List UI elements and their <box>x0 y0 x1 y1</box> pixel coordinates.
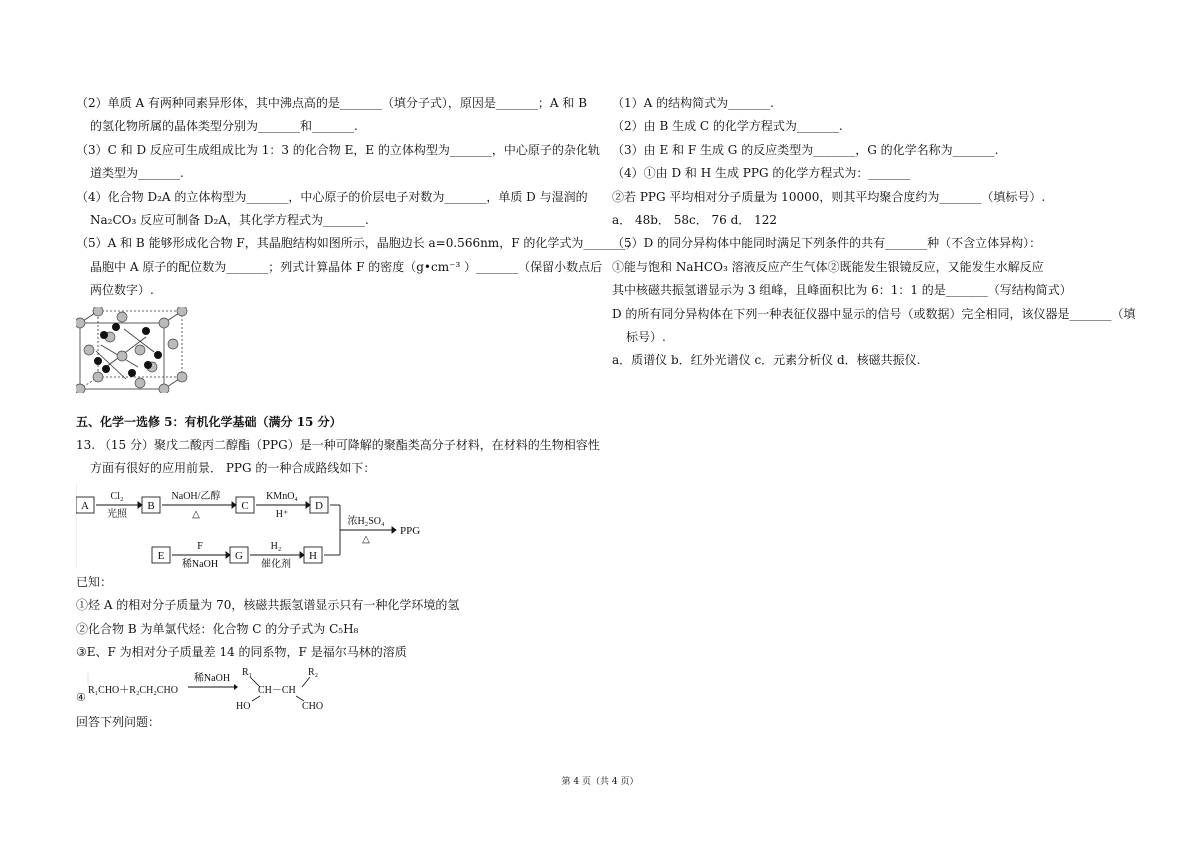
known-1: ①烃 A 的相对分子质量为 70，核磁共振氢谱显示只有一种化学环境的氢 <box>76 598 460 613</box>
section-title: 五、化学一选修 5：有机化学基础（满分 15 分） <box>76 414 342 429</box>
page-footer: 第 4 页（共 4 页） <box>561 777 639 787</box>
known-4-ho: HO <box>236 700 251 711</box>
q4-line-2: Na₂CO₃ 反应可制备 D₂A，其化学方程式为_______. <box>90 213 369 228</box>
r-q4-options: a． 48b． 58c． 76 d． 122 <box>612 213 778 228</box>
q5-line-2: 晶胞中 A 原子的配位数为_______；列式计算晶体 F 的密度（g•cm⁻³ ）_______（保留小数点后 <box>90 259 603 274</box>
gh-top: H₂ <box>270 540 282 552</box>
node-g: G <box>235 549 243 562</box>
known-4-cond: 稀NaOH <box>193 672 231 684</box>
node-e: E <box>157 549 165 562</box>
known-2: ②化合物 B 为单氯代烃：化合物 C 的分子式为 C₅H₈ <box>76 621 359 636</box>
q3-line-2: 道类型为_______. <box>90 166 184 181</box>
r-q4-2: ②若 PPG 平均相对分子质量为 10000，则其平均聚合度约为_______（填标号）. <box>612 189 1046 204</box>
synthesis-scheme <box>76 481 496 571</box>
q3-line-1: （3）C 和 D 反应可生成组成比为 1：3 的化合物 E，E 的立体构型为_______，中心原子的杂化轨 <box>76 142 600 157</box>
node-h: H <box>309 549 317 562</box>
known-4-num: ④ <box>76 691 86 704</box>
cd-bot: H⁺ <box>275 508 289 520</box>
dh-bot: △ <box>362 533 370 545</box>
right-column <box>612 92 1136 373</box>
ab-bot: 光照 <box>107 508 127 520</box>
node-c: C <box>241 499 249 512</box>
r-q5-3: 其中核磁共振氢谱显示为 3 组峰，且峰面积比为 6：1：1 的是_______（写结构简式） <box>612 283 1072 298</box>
crystal-cell-figure <box>76 307 188 393</box>
node-a: A <box>81 499 89 512</box>
dh-top: 浓H₂SO₄ <box>347 515 385 527</box>
bc-top: NaOH/乙醇 <box>171 490 221 502</box>
r-q1: （1）A 的结构简式为_______. <box>612 96 774 110</box>
node-b: B <box>147 499 155 512</box>
cd-top: KMnO₄ <box>266 490 298 502</box>
known-4-r2: R₂ <box>308 666 319 678</box>
product-ppg: PPG <box>400 524 421 537</box>
gh-bot: 催化剂 <box>261 558 291 570</box>
eg-top: F <box>197 540 203 552</box>
q2-line-1: （2）单质 A 有两种同素异形体，其中沸点高的是_______（填分子式），原因是_______；A 和 B <box>76 96 588 110</box>
q13-line-1: 13. （15 分）聚戊二酸丙二醇酯（PPG）是一种可降解的聚酯类高分子材料，在材料的生物相容性 <box>76 438 600 453</box>
r-q5-4: D 的所有同分异构体在下列一种表征仪器中显示的信号（或数据）完全相同，该仪器是_______（填 <box>612 306 1136 321</box>
known-4-reactants: R₁CHO＋R₂CH₂CHO <box>88 684 178 696</box>
known-4-r1: R₁ <box>242 666 253 678</box>
known-label: 已知： <box>76 574 113 589</box>
r-q5-options: a．质谱仪 b．红外光谱仪 c．元素分析仪 d．核磁共振仪. <box>612 353 921 368</box>
r-q5-1: （5）D 的同分异构体中能同时满足下列条件的共有_______种（不含立体异构）： <box>612 236 1042 251</box>
answer-prompt: 回答下列问题： <box>76 714 161 729</box>
eg-bot: 稀NaOH <box>181 558 219 570</box>
r-q5-5: 标号）. <box>626 330 666 345</box>
r-q3: （3）由 E 和 F 生成 G 的反应类型为_______，G 的化学名称为_______. <box>612 142 999 157</box>
q13-line-2: 方面有很好的应用前景． PPG 的一种合成路线如下： <box>90 461 376 476</box>
q4-line-1: （4）化合物 D₂A 的立体构型为_______，中心原子的价层电子对数为_______，单质 D 与湿润的 <box>76 189 588 204</box>
q5-line-1: （5）A 和 B 能够形成化合物 F，其晶胞结构如图所示，晶胞边长 a=0.566nm，F 的化学式为_______； <box>76 236 638 251</box>
r-q4-1: （4）①由 D 和 H 生成 PPG 的化学方程式为：_______ <box>612 166 911 181</box>
known-4-chain: CH－CH <box>258 684 296 696</box>
r-q5-2: ①能与饱和 NaHCO₃ 溶液反应产生气体②既能发生银镜反应，又能发生水解反应 <box>612 259 1044 274</box>
node-d: D <box>315 499 323 512</box>
bc-bot: △ <box>192 508 200 520</box>
r-q2: （2）由 B 生成 C 的化学方程式为_______. <box>612 119 843 134</box>
left-column <box>76 92 638 734</box>
ab-top: Cl₂ <box>110 490 124 502</box>
known-3: ③E、F 为相对分子质量差 14 的同系物，F 是福尔马林的溶质 <box>76 645 407 660</box>
known-4-cho: CHO <box>302 700 324 711</box>
known-4-reaction <box>76 665 356 711</box>
q5-line-3: 两位数字）. <box>90 283 154 298</box>
q2-line-2: 的氢化物所属的晶体类型分别为_______和_______. <box>90 119 358 134</box>
